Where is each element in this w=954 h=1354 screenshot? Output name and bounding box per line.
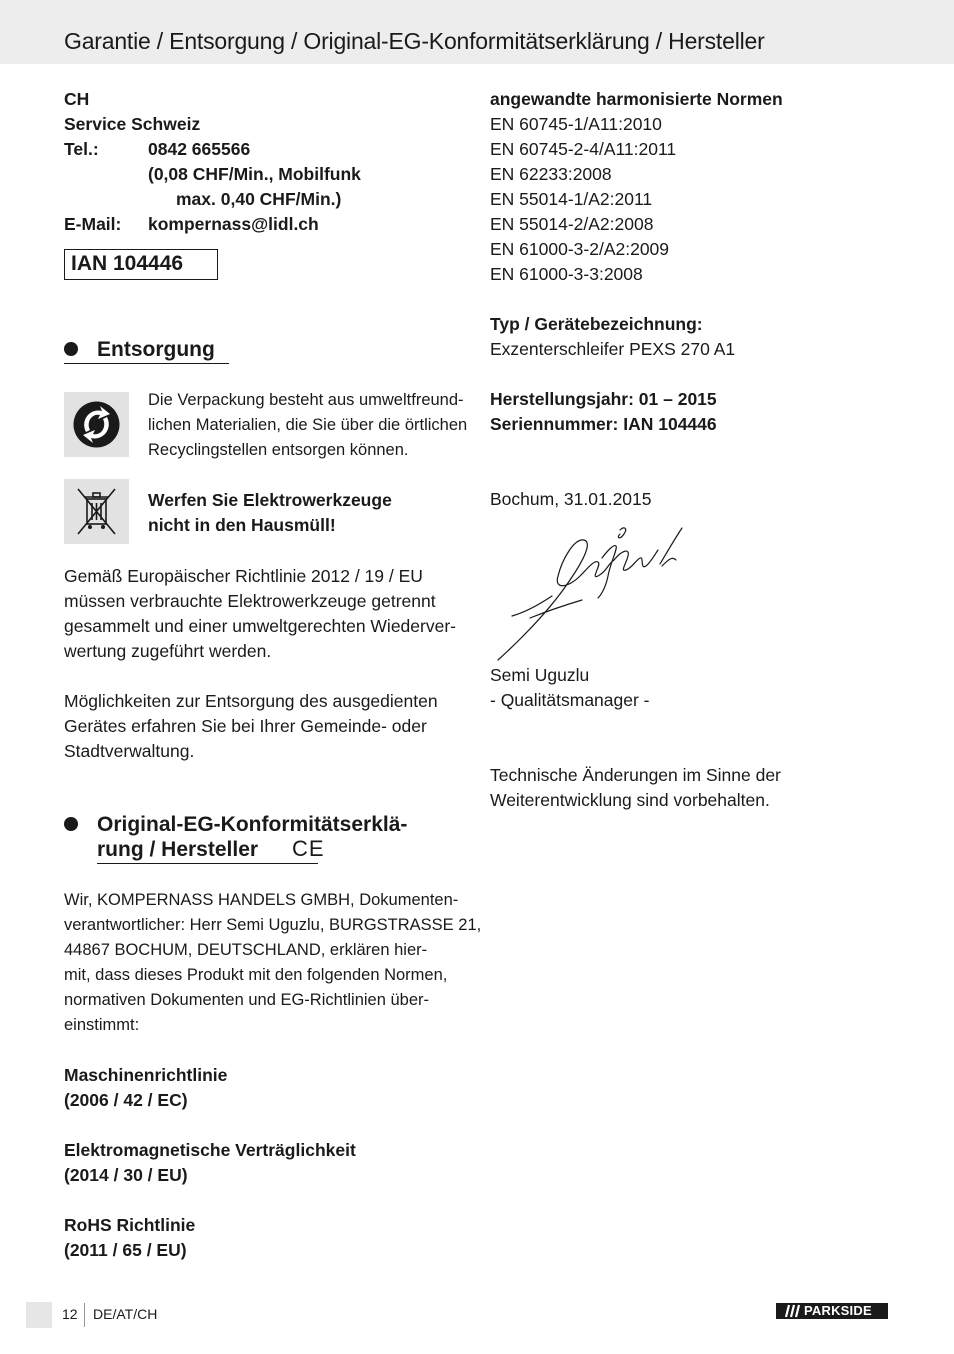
service-country: CH (64, 89, 90, 109)
norm-item: EN 61000-3-2/A2:2009 (490, 239, 670, 259)
directive-2-code: (2014 / 30 / EU) (64, 1165, 188, 1185)
brand-stripes-icon (782, 1304, 800, 1318)
page-title: Garantie / Entsorgung / Original-EG-Konformitätserklärung / Hersteller (64, 28, 765, 54)
intro-line-2: verantwortlicher: Herr Semi Uguzlu, BURGSTRASSE 21, (64, 916, 482, 934)
serial-label: Seriennummer: IAN 104446 (490, 414, 717, 434)
type-value: Exzenterschleifer PEXS 270 A1 (490, 339, 736, 359)
footer-languages: DE/AT/CH (93, 1306, 158, 1322)
recycle-text-2: lichen Materialien, die Sie über die örtlichen (148, 416, 468, 434)
declaration-heading-1: Original-EG-Konformitätserklä- (97, 813, 408, 836)
intro-line-6: einstimmt: (64, 1016, 140, 1034)
disposal-para1-line1: Gemäß Europäischer Richtlinie 2012 / 19 / EU (64, 566, 423, 586)
disposal-heading: Entsorgung (97, 338, 215, 361)
recycle-text-3: Recyclingstellen entsorgen können. (148, 441, 409, 459)
norm-item: EN 61000-3-3:2008 (490, 264, 643, 284)
year-label: Herstellungsjahr: 01 – 2015 (490, 389, 717, 409)
email-value: kompernass@lidl.ch (148, 214, 319, 234)
ce-mark-icon: CE (292, 836, 325, 861)
tel-note-1: (0,08 CHF/Min., Mobilfunk (148, 164, 361, 184)
disposal-para1-line2: müssen verbrauchte Elektrowerkzeuge getrennt (64, 591, 436, 611)
intro-line-3: 44867 BOCHUM, DEUTSCHLAND, erklären hier- (64, 941, 428, 959)
norm-item: EN 62233:2008 (490, 164, 612, 184)
intro-line-1: Wir, KOMPERNASS HANDELS GMBH, Dokumenten- (64, 891, 459, 909)
disposal-heading-underline (64, 363, 229, 364)
norm-item: EN 55014-1/A2:2011 (490, 189, 653, 209)
tel-number: 0842 665566 (148, 139, 251, 159)
service-name: Service Schweiz (64, 114, 201, 134)
directive-3-code: (2011 / 65 / EU) (64, 1240, 187, 1260)
brand-logo (776, 1303, 888, 1319)
warning-text-2: nicht in den Hausmüll! (148, 515, 336, 535)
tel-note-2: max. 0,40 CHF/Min.) (176, 189, 342, 209)
disposal-para2-line2: Gerätes erfahren Sie bei Ihrer Gemeinde- oder (64, 716, 427, 736)
place-date: Bochum, 31.01.2015 (490, 489, 652, 509)
disposal-para1-line4: wertung zugeführt werden. (64, 641, 272, 661)
recycling-icon (64, 392, 129, 457)
brand-name: PARKSIDE (804, 1303, 872, 1318)
directive-2-name: Elektromagnetische Verträglichkeit (64, 1140, 356, 1160)
ian-box: IAN 104446 (64, 249, 218, 280)
email-label: E-Mail: (64, 214, 122, 234)
declaration-heading-2: rung / Hersteller (97, 838, 259, 861)
declaration-heading-underline (97, 863, 318, 864)
norm-item: EN 60745-1/A11:2010 (490, 114, 662, 134)
signer-role: - Qualitätsmanager - (490, 690, 650, 710)
directive-1-code: (2006 / 42 / EC) (64, 1090, 188, 1110)
directive-1-name: Maschinenrichtlinie (64, 1065, 228, 1085)
signer-name: Semi Uguzlu (490, 665, 590, 685)
footer-divider (84, 1303, 85, 1327)
warning-text-1: Werfen Sie Elektrowerkzeuge (148, 490, 392, 510)
norm-item: EN 55014-2/A2:2008 (490, 214, 654, 234)
crossed-bin-icon (64, 479, 129, 544)
disposal-para1-line3: gesammelt und einer umweltgerechten Wiederver- (64, 616, 456, 636)
disposal-para2-line1: Möglichkeiten zur Entsorgung des ausgedienten (64, 691, 438, 711)
norms-heading: angewandte harmonisierte Normen (490, 89, 783, 109)
norm-item: EN 60745-2-4/A11:2011 (490, 139, 677, 159)
type-label: Typ / Gerätebezeichnung: (490, 314, 703, 334)
note-line-2: Weiterentwicklung sind vorbehalten. (490, 790, 770, 810)
bullet-icon (64, 817, 78, 831)
intro-line-4: mit, dass dieses Produkt mit den folgenden Normen, (64, 966, 448, 984)
recycle-text-1: Die Verpackung besteht aus umweltfreund- (148, 391, 464, 409)
bullet-icon (64, 342, 78, 356)
signature-image (490, 520, 700, 665)
intro-line-5: normativen Dokumenten und EG-Richtlinien über- (64, 991, 430, 1009)
tel-label: Tel.: (64, 139, 99, 159)
directive-3-name: RoHS Richtlinie (64, 1215, 196, 1235)
footer-marker (26, 1302, 52, 1328)
disposal-para2-line3: Stadtverwaltung. (64, 741, 195, 761)
note-line-1: Technische Änderungen im Sinne der (490, 765, 781, 785)
page-number: 12 (62, 1306, 78, 1322)
